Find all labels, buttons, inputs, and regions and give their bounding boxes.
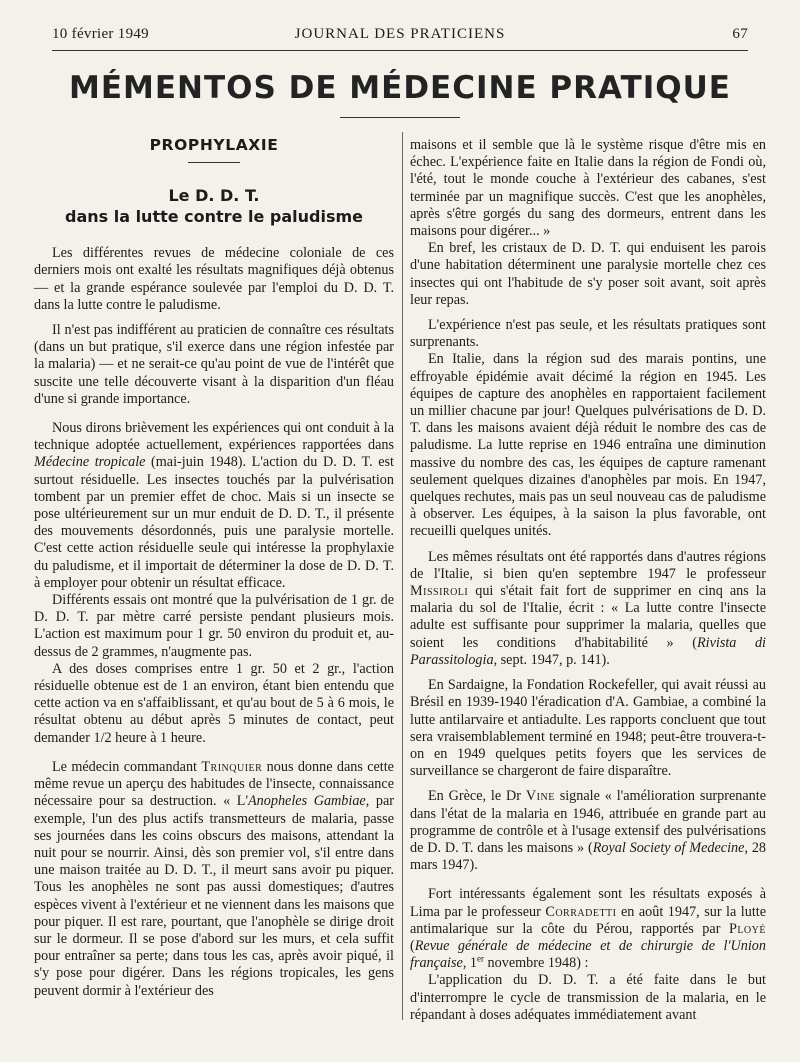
section-title: PROPHYLAXIE xyxy=(149,136,279,154)
text-run: , sept. 1947, p. 141). xyxy=(493,651,610,668)
journal-citation: Médecine tropicale xyxy=(34,454,146,471)
text-run: novembre 1948) : xyxy=(484,955,589,972)
right-paragraph-1: maisons et il semble que là le système risque d'être mis en échec. L'expérience faite en Italie dans la région de Fondi où, l'été, tout le monde couche à l'extérieur des cabanes, s'est terminée par un magnifique succès. C'est que les anophèles, après s'être gorgés du sang des dormeurs, entrent dans les maisons pour digérer... » xyxy=(410,137,766,240)
left-paragraph-4: Différents essais ont montré que la pulvérisation de 1 gr. de D. D. T. par mètre carré persiste pendant plusieurs mois. L'action est maximum pour 1 gr. 50 environ du produit et, au-dessus de 2 grammes, n'augmente pas. xyxy=(34,592,394,660)
ordinal-superscript: er xyxy=(477,953,484,964)
header-date: 10 février 1949 xyxy=(52,26,149,42)
text-run: signale « l'amélioration surprenante dans l'état de la malaria en 1946, attribuée en grande part au programme de contrôle et à l'usage extensif des pulvérisations de D. D. T. dans les maisons » ( xyxy=(410,788,766,856)
author-name: Trinquier xyxy=(201,758,263,775)
text-run: nous donne dans cette même revue un aperçu des habitudes de l'insecte, connaissance nécessaire pour sa destruction. « L' xyxy=(34,758,394,810)
right-paragraph-7 xyxy=(410,788,766,874)
column-divider xyxy=(402,132,403,1020)
left-paragraph-5: A des doses comprises entre 1 gr. 50 et 2 gr., l'action résiduelle obtenue est de 1 an environ, étant bien entendu que cette action va en s'affaiblissant, et qu'au bout de 5 à 6 mois, le résultat obtenu au début après 5 minutes de contact, peut demander 1/2 heure à 1 heure. xyxy=(34,660,394,746)
right-paragraph-5 xyxy=(410,549,766,669)
text-run: Fort intéressants également sont les résultats exposés à Lima par le professeur xyxy=(410,886,766,920)
header-journal-name: JOURNAL DES PRATICIENS xyxy=(294,26,506,42)
text-run: Les mêmes résultats ont été rapportés dans d'autres régions de l'Italie, si bien qu'en septembre 1947 le professeur xyxy=(410,548,766,582)
running-header xyxy=(52,26,748,48)
text-run: , par exemple, l'un des plus actifs transmetteurs de malaria, passe ses journées dans les coins obscurs des maisons, attendant la nuit pour se nourrir. Ainsi, dès son premier vol, s'il entre dans une maison traitée au D. D. T., il meurt sans avoir pu piquer. Tous les anophèles ne sont pas aussi domestiques; d'autres espèces vivent à l'extérieur et ne viennent dans les maisons que pour piquer. Il est rare, pourtant, que l'anophèle se dirige droit sur le dormeur. Il se pose d'abord sur les murs, et cela suffit pour entraîner sa perte; dans tous les cas, après avoir piqué, il s'y pose pour digérer. Dans les régions tropicales, les gens peuvent dormir à l'extérieur des xyxy=(34,793,394,999)
left-paragraph-6 xyxy=(34,759,394,1000)
left-paragraph-3 xyxy=(34,420,394,592)
journal-citation: Royal Society of Medecine xyxy=(592,839,745,856)
author-name: Corradetti xyxy=(545,903,617,920)
header-rule xyxy=(52,50,748,51)
author-name: Missiroli xyxy=(410,583,469,600)
text-run: (mai-juin 1948). L'action du D. D. T. est surtout résiduelle. Les insectes touchés par la pulvérisation tombent par un premier effet de choc. Mais si un insecte se pose ultérieurement sur un mur enduit de D. D. T., il présente des mouvements désordonnés, puis une paralysie mortelle. C'est cette action résiduelle seule qui intéresse la prophylaxie du paludisme, et il importait de déterminer la dose de D. D. T. à employer pour obtenir un résultat efficace. xyxy=(34,454,394,591)
left-paragraph-2: Il n'est pas indifférent au praticien de connaître ces résultats (dans un but pratique, s'il exerce dans une région infestée par la malaria) — et ne serait-ce qu'au point de vue de l'intérêt que suscite une telle découverte visant à la disparition d'un fléau d'une si grande importance. xyxy=(34,322,394,407)
article-title-line-1: Le D. D. T. xyxy=(168,186,260,206)
main-title: MÉMENTOS DE MÉDECINE PRATIQUE xyxy=(68,70,731,106)
species-name: Anopheles Gambiae xyxy=(248,793,366,810)
right-paragraph-4: En Italie, dans la région sud des marais pontins, une effroyable épidémie avait décimé la région en 1945. Les équipes de capture des anophèles en rapportaient facilement un millier chacune par jour! Quelques pulvérisations de D. D. T. dans les maisons avaient déjà réduit le nombre des cas de paludisme. La lutte reprise en 1946 entraîna une diminution massive du nombre des cas, les équipes de capture ramenant seulement quelques dizaines d'anophèles par mois. En 1947, quelques rechutes, mais pas un seul nouveau cas de paludisme à observer. Les équipes, à la saison la plus favorable, ont recueilli quelques unités. xyxy=(410,351,766,540)
text-run: Le médecin commandant xyxy=(52,758,202,775)
left-paragraph-1: Les différentes revues de médecine coloniale de ces derniers mois ont exalté les résultats magnifiques déjà obtenus — et la grande espérance soulevée par l'emploi du D. D. T. dans la lutte contre le paludisme. xyxy=(34,245,394,313)
text-run: qui s'était fait fort de supprimer en cinq ans la malaria du sol de l'Italie, écrit : « La lutte contre l'insecte adulte est suffisante pour supprimer la malaria, quelles que soient les conditions d'habitabilité » ( xyxy=(410,583,766,651)
right-column xyxy=(410,137,766,1024)
text-run: ( xyxy=(410,937,415,954)
text-run: , 28 mars 1947). xyxy=(410,839,767,874)
text-run: en août 1947, sur la lutte antimalarique sur la côte du Pérou, rapportés par xyxy=(410,903,766,937)
author-name: Vine xyxy=(525,788,555,805)
right-paragraph-2: En bref, les cristaux de D. D. T. qui enduisent les parois d'une habitation déterminent une paralysie mortelle chez ces insectes qui ont l'habitude de s'y poser soit avant, soit après leur repas. xyxy=(410,240,766,308)
right-paragraph-3: L'expérience n'est pas seule, et les résultats pratiques sont surprenants. xyxy=(410,317,766,351)
section-rule xyxy=(188,162,240,163)
text-run: En Grèce, le Dr xyxy=(428,788,526,805)
right-paragraph-8 xyxy=(410,886,766,972)
right-paragraph-6: En Sardaigne, la Fondation Rockefeller, qui avait réussi au Brésil en 1939-1940 l'éradication d'A. Gambiae, a combiné la lutte antilarvaire et antiadulte. Les rapports concluent que tout sera vraisemblablement terminé en 1948; peut-être trouvera-t-on en 1949 quelques petits foyers que les services de surveillance se chargeront de faire disparaître. xyxy=(410,677,766,780)
header-page-number: 67 xyxy=(732,26,748,42)
text-run: Nous dirons brièvement les expériences qui ont conduit à la technique adoptée actuellement, expériences rapportées dans xyxy=(34,420,394,454)
journal-citation: Rivista di Parassitologia xyxy=(410,634,766,668)
journal-citation: Revue générale de médecine et de chirurgie de l'Union française xyxy=(410,937,766,972)
left-column xyxy=(34,132,394,1000)
text-run: , 1 xyxy=(462,955,477,972)
title-rule xyxy=(340,117,460,118)
article-title-line-2: dans la lutte contre le paludisme xyxy=(64,207,364,227)
right-paragraph-9: L'application du D. D. T. a été faite dans le but d'interrompre le cycle de transmission de la malaria, en le répandant à doses adéquates immédiatement avant xyxy=(410,972,766,1023)
article-title xyxy=(34,185,394,227)
author-name: Ployé xyxy=(728,920,766,937)
